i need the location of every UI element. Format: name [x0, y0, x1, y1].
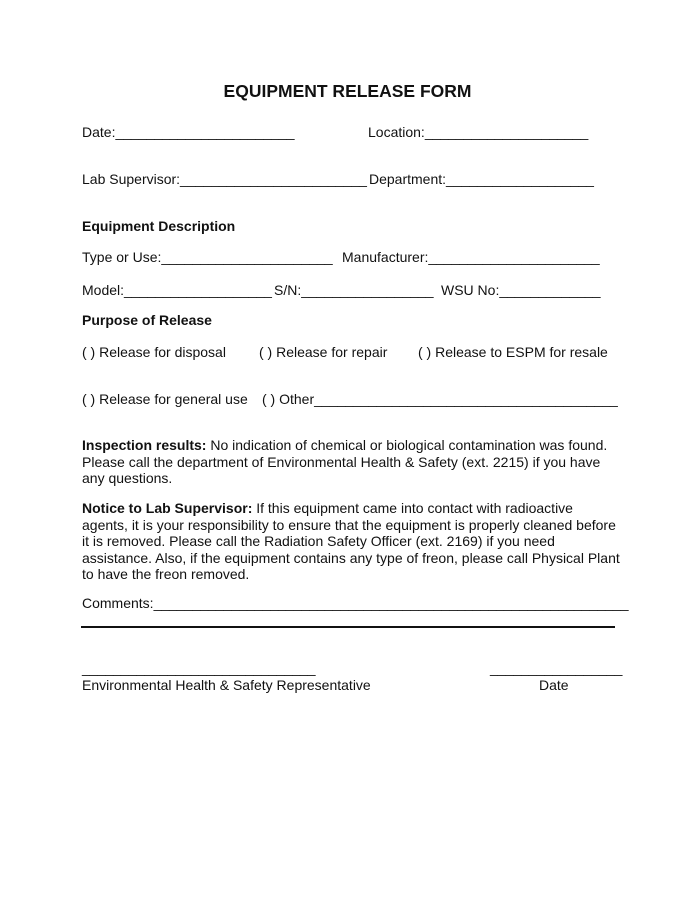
equipment-description-heading: Equipment Description	[82, 218, 236, 234]
model-field[interactable]: Model:___________________	[82, 282, 272, 298]
inspection-results-label: Inspection results:	[82, 437, 207, 453]
wsu-no-field[interactable]: WSU No:_____________	[441, 282, 601, 298]
inspection-results-paragraph	[82, 437, 622, 487]
date-signature-label: Date	[539, 677, 569, 693]
type-or-use-field[interactable]: Type or Use:______________________	[82, 249, 333, 265]
representative-signature-line[interactable]: ______________________________	[82, 660, 316, 676]
release-for-general-use-option[interactable]: ( ) Release for general use	[82, 391, 248, 407]
representative-label: Environmental Health & Safety Representative	[82, 677, 371, 693]
manufacturer-field[interactable]: Manufacturer:______________________	[342, 249, 600, 265]
inspection-results-text: No indication of chemical or biological contamination was found. Please call the department of Environmental Health & Safety (ext. 2215) if you have any questions.	[82, 437, 608, 486]
department-field[interactable]: Department:___________________	[369, 171, 594, 187]
notice-label: Notice to Lab Supervisor:	[82, 500, 253, 516]
comments-field[interactable]: Comments:_____________________________________________________________	[82, 595, 629, 611]
date-signature-line[interactable]: _________________	[490, 660, 623, 676]
lab-supervisor-field[interactable]: Lab Supervisor:________________________	[82, 171, 367, 187]
date-field[interactable]: Date:_______________________	[82, 124, 295, 140]
release-to-espm-option[interactable]: ( ) Release to ESPM for resale	[418, 344, 608, 360]
location-field[interactable]: Location:_____________________	[368, 124, 589, 140]
sn-field[interactable]: S/N:_________________	[274, 282, 434, 298]
notice-paragraph	[82, 500, 622, 583]
other-option-field[interactable]: ( ) Other_______________________________________	[262, 391, 618, 407]
release-for-disposal-option[interactable]: ( ) Release for disposal	[82, 344, 226, 360]
divider-line	[81, 626, 615, 628]
form-title: EQUIPMENT RELEASE FORM	[223, 81, 472, 101]
release-for-repair-option[interactable]: ( ) Release for repair	[259, 344, 388, 360]
notice-text: If this equipment came into contact with radioactive agents, it is your responsibility to ensure that the equipment is properly cleaned before it is removed. Please call the Radiation Safety Officer (ext. 2169) if you need assistance. Also, if the equipment contains any type of freon, please call Physical Plant to have the freon removed.	[82, 500, 620, 582]
purpose-of-release-heading: Purpose of Release	[82, 312, 212, 328]
